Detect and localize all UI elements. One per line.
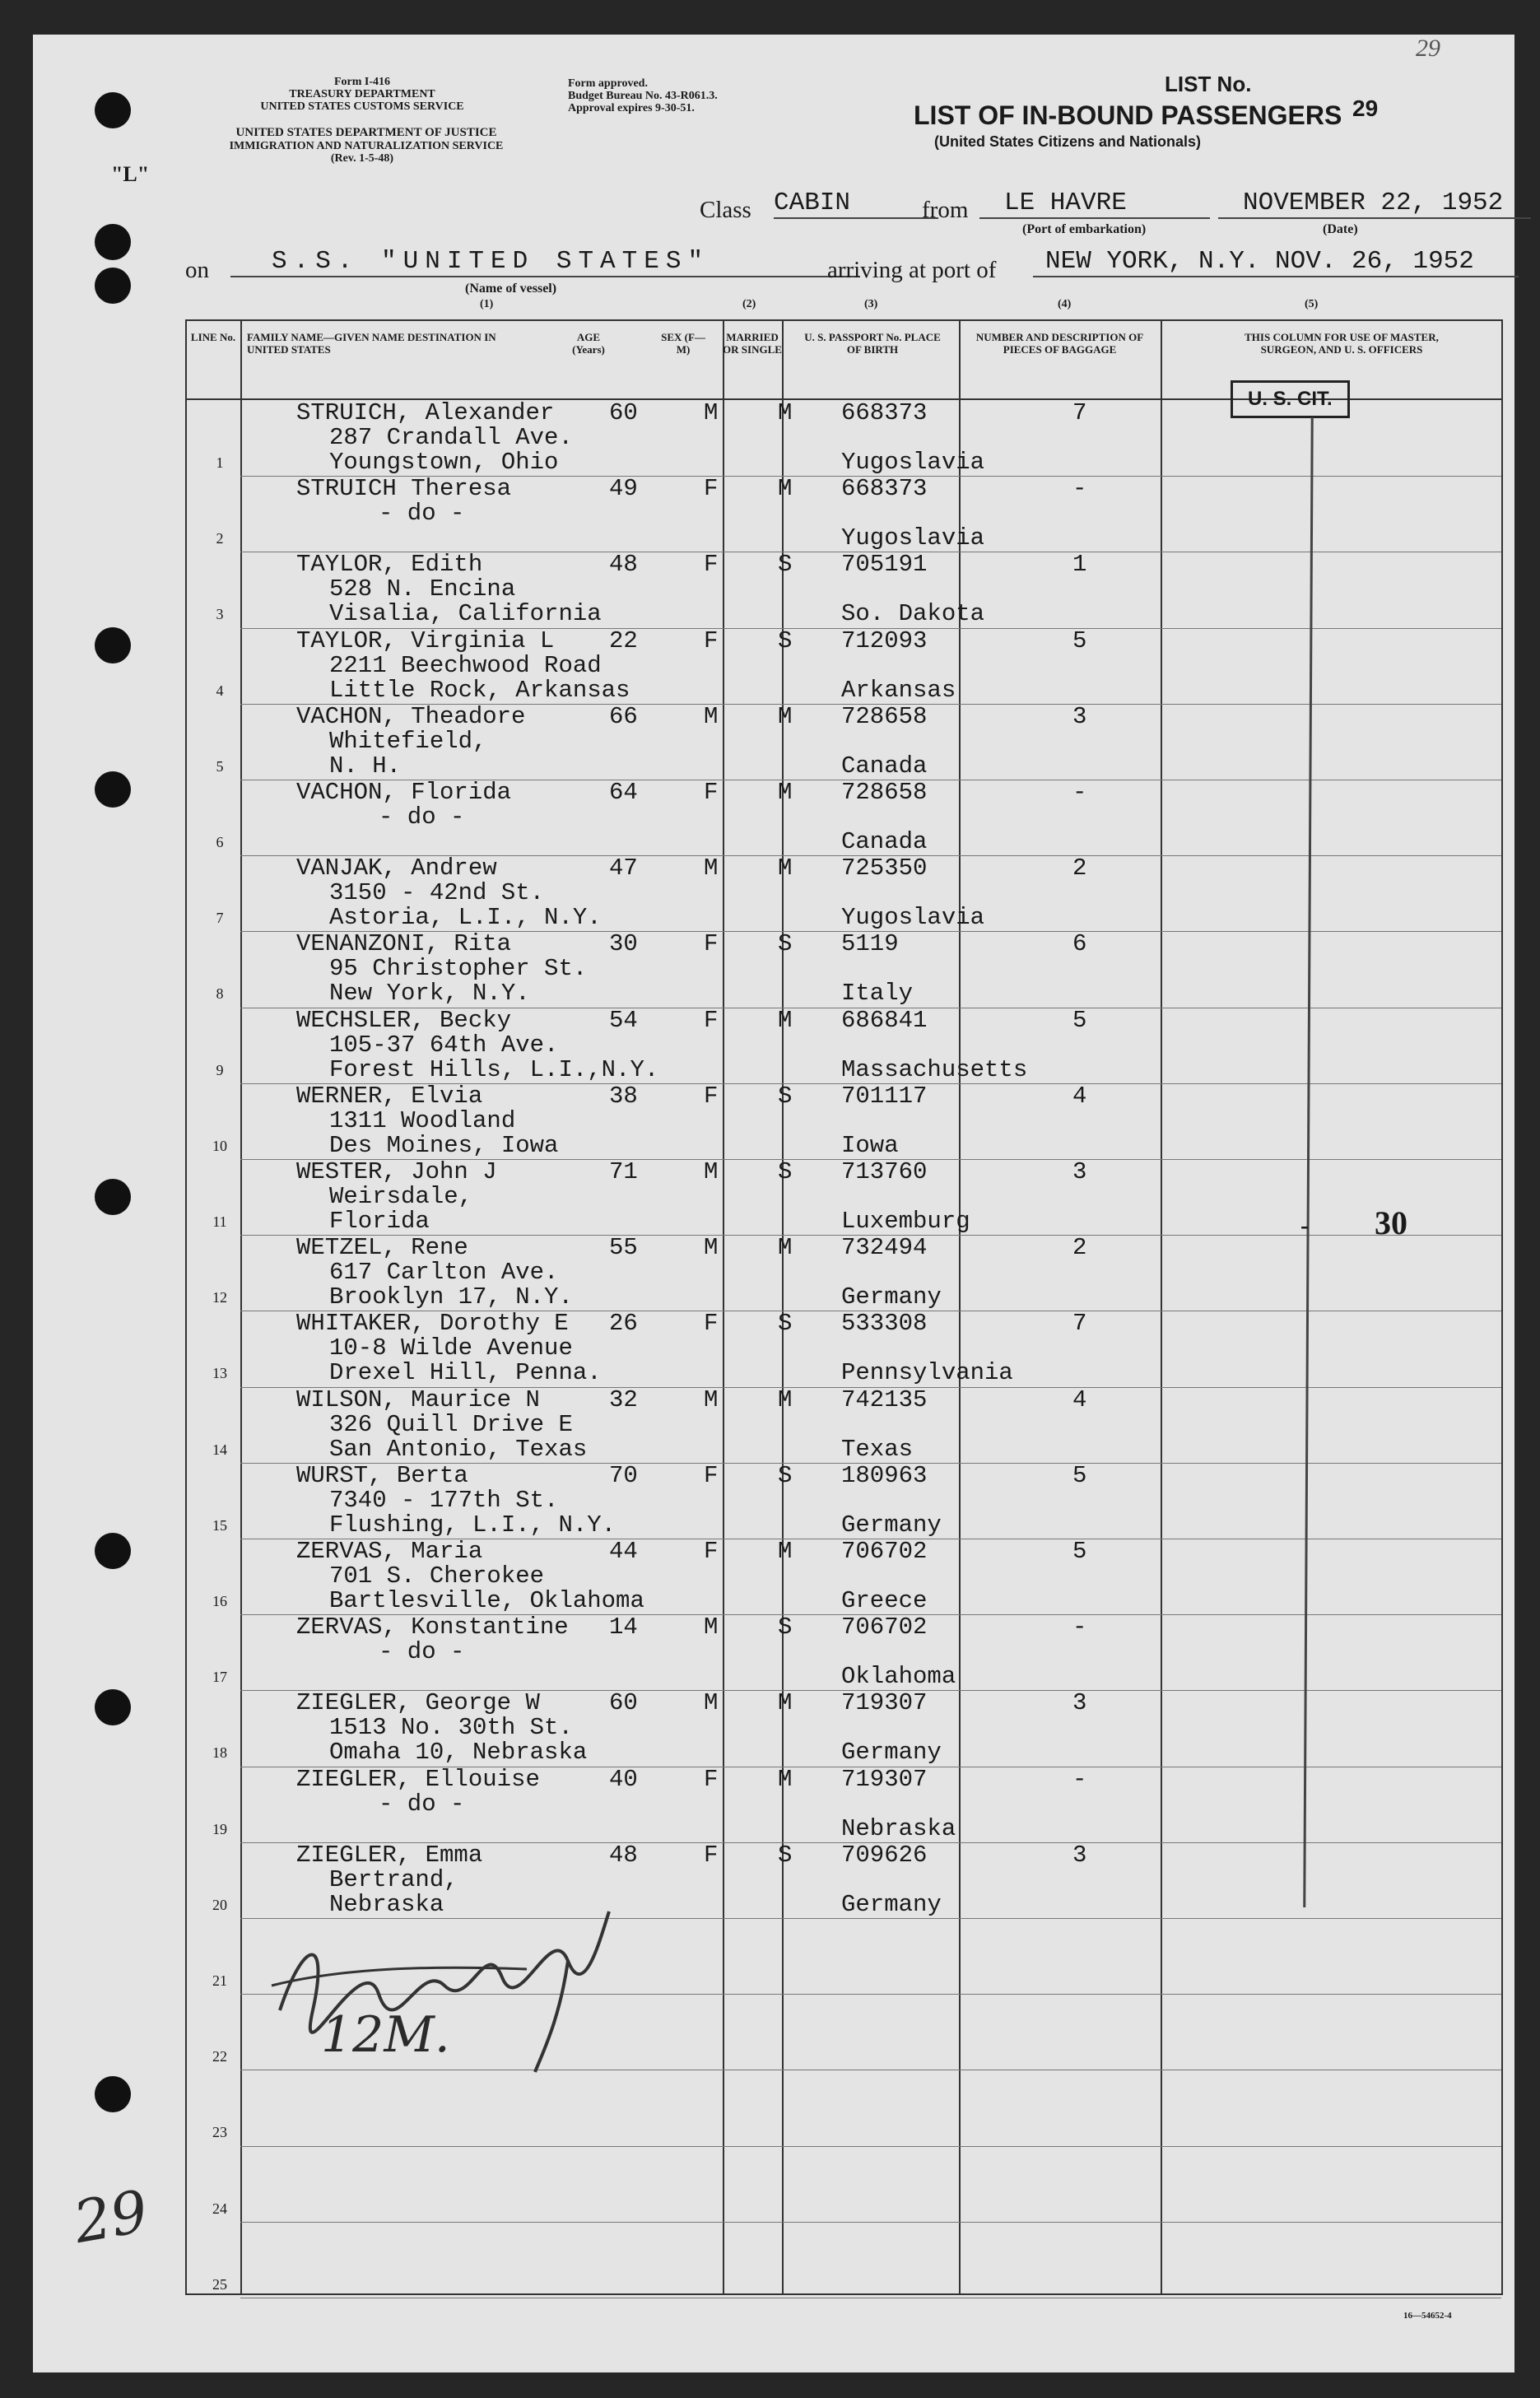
passenger-destination: Bartlesville, Oklahoma [329,1587,644,1614]
line-number: 23 [212,2124,227,2141]
passenger-sex: F [704,626,719,654]
passenger-age: 30 [609,930,638,958]
passenger-destination: 287 Crandall Ave. [329,424,573,451]
passenger-name: WHITAKER, Dorothy E [296,1310,569,1338]
arriving-label: arriving at port of [827,257,997,283]
passenger-name: TAYLOR, Virginia L [296,626,555,654]
passenger-name: ZERVAS, Maria [296,1538,483,1565]
baggage-count: 3 [1072,1158,1087,1185]
passenger-age: 70 [609,1461,638,1489]
passenger-age: 22 [609,626,638,654]
place-of-birth: So. Dakota [841,600,985,628]
baggage-count: - [1072,475,1087,503]
passenger-destination: Des Moines, Iowa [329,1131,559,1159]
passenger-destination: Weirsdale, [329,1183,473,1210]
line-number: 4 [216,682,224,699]
passport-number: 533308 [841,1310,928,1338]
line-number: 18 [212,1744,227,1762]
passenger-destination: 2211 Beechwood Road [329,651,602,679]
form-title: LIST OF IN-BOUND PASSENGERS [914,100,1342,130]
col-num-1: (1) [480,298,494,310]
punch-hole [95,1689,131,1725]
passenger-name: WETZEL, Rene [296,1234,468,1262]
baggage-count: 5 [1072,1538,1087,1565]
passenger-marital-status: M [778,475,793,503]
baggage-count: - [1072,779,1087,806]
officer-initials: 12M. [321,2006,450,2064]
passenger-destination: 617 Carlton Ave. [329,1259,559,1287]
place-of-birth: Texas [841,1435,914,1463]
baggage-count: 3 [1072,702,1087,730]
line-number: 8 [216,985,224,1003]
passport-number: 732494 [841,1234,928,1262]
passport-number: 180963 [841,1461,928,1489]
form-number: Form I-416 [333,76,391,88]
col-divider [1161,319,1162,2295]
passenger-age: 40 [609,1765,638,1793]
agency-justice: UNITED STATES DEPARTMENT OF JUSTICE [235,126,497,139]
place-of-birth: Greece [841,1587,928,1614]
passenger-name: STRUICH, Alexander [296,399,555,426]
passenger-age: 66 [609,702,638,730]
passenger-sex: M [704,854,719,882]
place-of-birth: Yugoslavia [841,524,985,552]
passenger-age: 47 [609,854,638,882]
col-divider [782,319,784,2295]
place-of-birth: Canada [841,828,928,855]
passenger-marital-status: M [778,399,793,426]
header-line-no: LINE No. [190,331,236,343]
passenger-age: 32 [609,1385,638,1413]
passenger-sex: M [704,399,719,426]
baggage-count: 3 [1072,1689,1087,1717]
line-number: 9 [216,1061,224,1078]
margin-handwritten-number: 29 [68,2177,153,2257]
passenger-sex: F [704,551,719,579]
passenger-name: ZIEGLER, Emma [296,1841,483,1869]
passenger-sex: F [704,475,719,503]
passenger-name: ZERVAS, Konstantine [296,1613,569,1641]
passenger-age: 71 [609,1158,638,1185]
departure-date: NOVEMBER 22, 1952 [1218,189,1531,219]
baggage-count: - [1072,1765,1087,1793]
line-number: 3 [216,606,224,623]
passenger-age: 44 [609,1538,638,1565]
place-of-birth: Luxemburg [841,1208,970,1235]
passenger-sex: M [704,1385,719,1413]
passenger-marital-status: S [778,1158,793,1185]
line-number: 16 [212,1593,227,1609]
line-number: 2 [216,530,224,547]
passenger-destination: 7340 - 177th St. [329,1486,559,1514]
table-top-border [185,319,1502,321]
passenger-age: 54 [609,1006,638,1034]
approval-block: Form approved. Budget Bureau No. 43-R061.3. Approval expires 9-30-51. [568,77,718,114]
line-number: 13 [212,1365,227,1382]
passenger-name: STRUICH Theresa [296,475,512,503]
passenger-marital-status: M [778,1538,793,1565]
class-value: CABIN [774,189,938,219]
place-of-birth: Arkansas [841,676,956,704]
passport-number: 701117 [841,1082,928,1110]
header-age: AGE (Years) [572,331,605,356]
col-divider [240,319,242,2295]
passenger-marital-status: M [778,1689,793,1717]
place-of-birth: Yugoslavia [841,904,985,932]
line-number: 7 [216,910,224,927]
officer-dash-mark: - [1300,1212,1309,1239]
header-baggage: NUMBER AND DESCRIPTION OF PIECES OF BAGGAGE [975,331,1144,356]
table-bottom-border [185,2293,1502,2295]
passport-number: 705191 [841,551,928,579]
place-of-birth: Massachusetts [841,1055,1028,1083]
passenger-destination: Bertrand, [329,1865,458,1893]
passport-number: 713760 [841,1158,928,1185]
passenger-destination: Brooklyn 17, N.Y. [329,1283,573,1311]
baggage-count: 2 [1072,1234,1087,1262]
passport-number: 706702 [841,1538,928,1565]
agency-customs: UNITED STATES CUSTOMS SERVICE [260,100,464,113]
baggage-count: 2 [1072,854,1087,882]
passenger-destination: - do - [379,1790,465,1818]
line-number: 19 [212,1820,227,1837]
passenger-destination: 326 Quill Drive E [329,1410,573,1438]
agency-treasury: TREASURY DEPARTMENT [289,88,435,100]
baggage-count: 7 [1072,399,1087,426]
passenger-marital-status: M [778,1006,793,1034]
line-number: 15 [212,1516,227,1534]
header-officers: THIS COLUMN FOR USE OF MASTER, SURGEON, AND U. S. OFFICERS [1245,331,1439,356]
form-revision: (Rev. 1-5-48) [330,152,394,165]
passenger-sex: M [704,1689,719,1717]
punch-hole [95,627,131,664]
passport-number: 728658 [841,702,928,730]
passenger-marital-status: M [778,702,793,730]
table-right-border [1501,319,1503,2295]
agency-ins: IMMIGRATION AND NATURALIZATION SERVICE [229,140,504,152]
passport-number: 712093 [841,626,928,654]
passport-number: 668373 [841,475,928,503]
passenger-sex: F [704,1841,719,1869]
port-of-embarkation-caption: (Port of embarkation) [1022,222,1147,236]
passenger-marital-status: M [778,779,793,806]
line-number: 12 [212,1289,227,1306]
form-subtitle: (United States Citizens and Nationals) [934,133,1202,150]
baggage-count: 5 [1072,626,1087,654]
passenger-destination: 95 Christopher St. [329,955,588,983]
passenger-sex: F [704,1461,719,1489]
baggage-count: - [1072,1613,1087,1641]
line-number: 5 [216,757,224,775]
passenger-sex: F [704,1765,719,1793]
passenger-name: VACHON, Theadore [296,702,526,730]
baggage-count: 4 [1072,1385,1087,1413]
passport-number: 725350 [841,854,928,882]
passenger-marital-status: S [778,1841,793,1869]
passenger-sex: M [704,1613,719,1641]
passenger-destination: Florida [329,1208,430,1235]
passenger-name: TAYLOR, Edith [296,551,483,579]
place-of-birth: Nebraska [841,1814,956,1842]
place-of-birth: Germany [841,1890,942,1918]
punch-hole [95,268,131,304]
passenger-destination: Forest Hills, L.I.,N.Y. [329,1055,659,1083]
passenger-age: 60 [609,399,638,426]
punch-hole [95,771,131,808]
manifest-sheet [33,35,1514,2372]
passport-number: 742135 [841,1385,928,1413]
passenger-name: WERNER, Elvia [296,1082,483,1110]
us-citizen-stamp: U. S. CIT. [1231,380,1350,418]
line-number: 1 [216,454,224,471]
passenger-sex: M [704,1234,719,1262]
passenger-sex: M [704,1158,719,1185]
passenger-destination: New York, N.Y. [329,980,530,1008]
passenger-destination: Whitefield, [329,727,487,755]
baggage-count: 6 [1072,930,1087,958]
line-number: 14 [212,1441,227,1458]
arrival-port-date: NEW YORK, N.Y. NOV. 26, 1952 [1033,247,1519,277]
passenger-marital-status: S [778,930,793,958]
passenger-sex: F [704,779,719,806]
list-no-value: 29 [1352,95,1379,121]
passenger-age: 60 [609,1689,638,1717]
passenger-marital-status: M [778,854,793,882]
corner-handwritten-number: 29 [1416,35,1440,62]
col-num-2: (2) [742,298,756,310]
passenger-destination: 528 N. Encina [329,575,516,603]
passenger-destination: - do - [379,500,465,528]
passenger-name: ZIEGLER, Ellouise [296,1765,540,1793]
date-caption: (Date) [1323,222,1358,236]
passenger-destination: 1311 Woodland [329,1106,516,1134]
place-of-birth: Germany [841,1511,942,1539]
passenger-sex: F [704,1006,719,1034]
row-divider [240,2146,1501,2147]
vessel-name: S.S. "UNITED STATES" [230,247,860,277]
passenger-age: 26 [609,1310,638,1338]
baggage-count: 5 [1072,1461,1087,1489]
passenger-sex: F [704,1310,719,1338]
passenger-age: 38 [609,1082,638,1110]
header-passport: U. S. PASSPORT No. PLACE OF BIRTH [804,331,941,356]
passenger-sex: F [704,930,719,958]
line-number: 22 [212,2048,227,2065]
line-number: 24 [212,2200,227,2217]
header-name: FAMILY NAME—GIVEN NAME DESTINATION IN UNITED STATES [247,331,496,356]
passenger-sex: M [704,702,719,730]
place-of-birth: Pennsylvania [841,1359,1013,1387]
punch-hole [95,92,131,128]
passenger-marital-status: S [778,626,793,654]
passenger-marital-status: M [778,1385,793,1413]
col-num-5: (5) [1305,298,1319,310]
baggage-count: 1 [1072,551,1087,579]
passenger-name: WESTER, John J [296,1158,497,1185]
passenger-marital-status: S [778,1082,793,1110]
line-number: 25 [212,2275,227,2293]
passenger-destination: 105-37 64th Ave. [329,1031,559,1059]
line-number: 20 [212,1896,227,1913]
passenger-name: WILSON, Maurice N [296,1385,540,1413]
line-number: 21 [212,1972,227,1989]
place-of-birth: Iowa [841,1131,899,1159]
punch-hole [95,1179,131,1215]
passenger-marital-status: M [778,1765,793,1793]
passenger-age: 64 [609,779,638,806]
passenger-sex: F [704,1082,719,1110]
passenger-destination: - do - [379,803,465,831]
port-of-embarkation: LE HAVRE [979,189,1210,219]
passenger-destination: Omaha 10, Nebraska [329,1739,588,1767]
line-number: 11 [212,1213,227,1230]
place-of-birth: Canada [841,752,928,780]
from-label: from [922,197,969,223]
passenger-destination: 701 S. Cherokee [329,1562,545,1590]
passenger-destination: San Antonio, Texas [329,1435,588,1463]
passenger-marital-status: S [778,1310,793,1338]
place-of-birth: Oklahoma [841,1663,956,1691]
passport-number: 719307 [841,1765,928,1793]
passenger-age: 49 [609,475,638,503]
punch-hole [95,224,131,260]
place-of-birth: Italy [841,980,914,1008]
passenger-name: ZIEGLER, George W [296,1689,540,1717]
passport-number: 709626 [841,1841,928,1869]
passport-number: 686841 [841,1006,928,1034]
passenger-destination: Nebraska [329,1890,444,1918]
passenger-destination: Youngstown, Ohio [329,449,559,476]
passenger-name: WECHSLER, Becky [296,1006,512,1034]
passport-number: 728658 [841,779,928,806]
class-label: Class [700,197,751,223]
baggage-count: 3 [1072,1841,1087,1869]
passenger-marital-status: S [778,551,793,579]
place-of-birth: Yugoslavia [841,449,985,476]
punch-hole [95,2076,131,2112]
passenger-name: VENANZONI, Rita [296,930,512,958]
passenger-age: 14 [609,1613,638,1641]
line-number: 6 [216,834,224,850]
passenger-marital-status: S [778,1613,793,1641]
punch-hole [95,1533,131,1569]
passenger-age: 48 [609,1841,638,1869]
passenger-destination: Visalia, California [329,600,602,628]
passport-number: 5119 [841,930,899,958]
list-letter: "L" [111,162,150,186]
vessel-name-caption: (Name of vessel) [465,282,557,296]
passenger-destination: - do - [379,1638,465,1666]
row-divider [240,2222,1501,2223]
line-number: 10 [212,1137,227,1154]
table-left-border [185,319,187,2295]
passport-number: 719307 [841,1689,928,1717]
baggage-count: 4 [1072,1082,1087,1110]
passenger-count-total: 30 [1375,1204,1407,1241]
passenger-name: WURST, Berta [296,1461,468,1489]
baggage-count: 5 [1072,1006,1087,1034]
place-of-birth: Germany [841,1283,942,1311]
passenger-destination: Flushing, L.I., N.Y. [329,1511,616,1539]
list-no-label: LIST No. [1165,72,1252,96]
passenger-sex: F [704,1538,719,1565]
place-of-birth: Germany [841,1739,942,1767]
passport-number: 706702 [841,1613,928,1641]
passenger-age: 55 [609,1234,638,1262]
passenger-destination: Astoria, L.I., N.Y. [329,904,602,932]
passenger-destination: N. H. [329,752,402,780]
header-sex: SEX (F—M) [661,331,705,356]
header-married: MARRIED OR SINGLE [723,331,782,356]
passenger-name: VACHON, Florida [296,779,512,806]
print-code: 16—54652-4 [1403,2311,1452,2321]
passenger-destination: 10-8 Wilde Avenue [329,1334,573,1362]
passenger-destination: 1513 No. 30th St. [329,1714,573,1742]
col-num-3: (3) [864,298,878,310]
passenger-marital-status: M [778,1234,793,1262]
col-num-4: (4) [1058,298,1072,310]
line-number: 17 [212,1669,227,1686]
officer-check-line [1303,417,1313,1907]
passenger-destination: Drexel Hill, Penna. [329,1359,602,1387]
passenger-marital-status: S [778,1461,793,1489]
passenger-age: 48 [609,551,638,579]
baggage-count: 7 [1072,1310,1087,1338]
col-divider [723,319,724,2295]
passenger-name: VANJAK, Andrew [296,854,497,882]
on-label: on [185,257,209,283]
passenger-destination: 3150 - 42nd St. [329,879,545,907]
passenger-destination: Little Rock, Arkansas [329,676,630,704]
passport-number: 668373 [841,399,928,426]
